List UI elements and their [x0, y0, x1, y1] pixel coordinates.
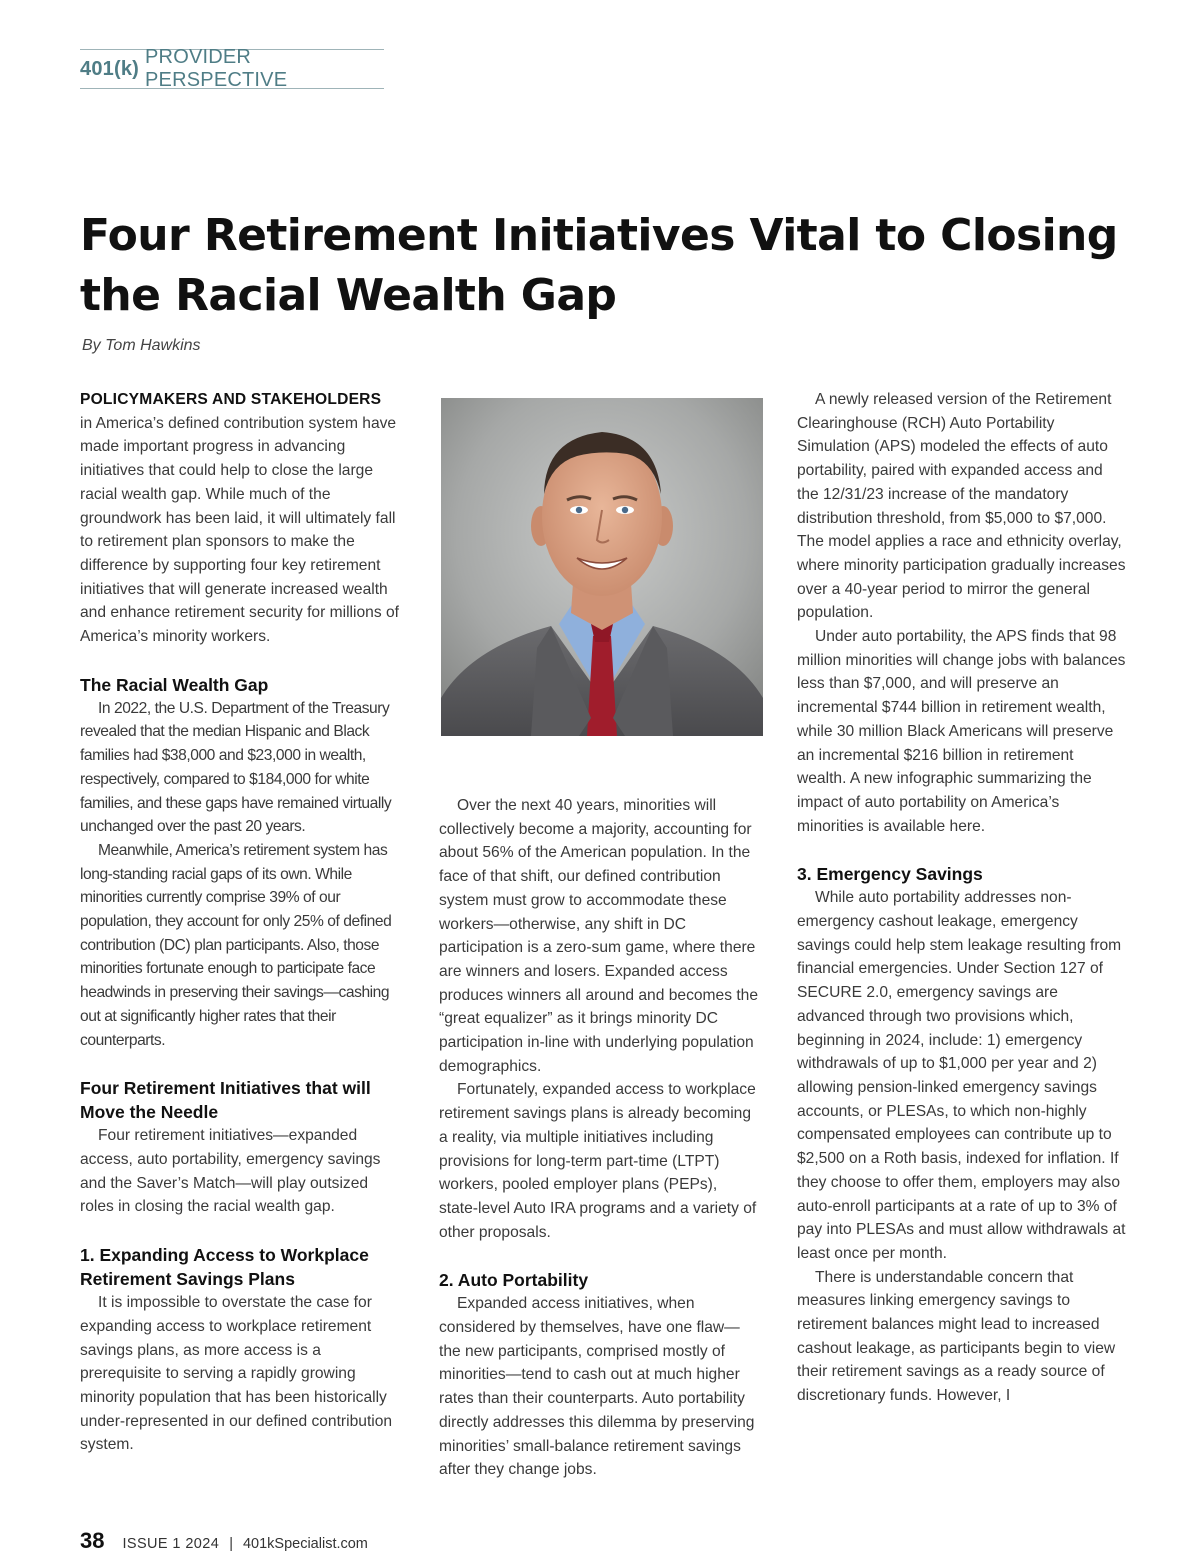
column-1	[80, 388, 402, 1457]
website-link[interactable]: 401kSpecialist.com	[242, 1536, 368, 1552]
paragraph: Under auto portability, the APS finds that 98 million minorities will change jobs with balances less than $7,000, and will preserve an incremental $744 billion in retirement wealth, while 30 million Black Americans will preserve an incremental $216 billion in retirement wealth. A new infographic summarizing the impact of auto portability on America’s minorities is available here.	[797, 628, 1126, 835]
paragraph: A newly released version of the Retirement Clearinghouse (RCH) Auto Portability Simulation (APS) modeled the effects of auto portability, paired with expanded access and the 12/31/23 increase of the mandatory distribution threshold, from $5,000 to $7,000. The model applies a race and ethnicity overlay, where minority participation gradually increases over a 40-year period to mirror the general population.	[797, 391, 1126, 622]
column-3	[797, 388, 1127, 1408]
paragraph: In 2022, the U.S. Department of the Treasury revealed that the median Hispanic and Black families had $38,000 and $23,000 in wealth, respectively, compared to $184,000 for white families, and these gaps have remained virtually unchanged over the past 20 years.	[80, 699, 392, 836]
page-number: 38	[80, 1528, 105, 1553]
paragraph: Over the next 40 years, minorities will collectively become a majority, accounting for about 56% of the American population. In the face of that shift, our defined contribution system must grow to accommodate these workers—otherwise, any shift in DC participation is a zero-sum game, where there are winners and losers. Expanded access produces winners all around and becomes the “great equalizer” as it brings minority DC participation in-line with underlying population demographics.	[439, 797, 759, 1075]
section-label-bold: 401(k)	[80, 57, 140, 80]
paragraph: Four retirement initiatives—expanded access, auto portability, emergency savings and the Saver’s Match—will play outsized roles in closing the racial wealth gap.	[80, 1127, 381, 1216]
footer-separator: |	[229, 1536, 233, 1552]
intro-paragraph	[80, 388, 402, 649]
paragraph: Meanwhile, America’s retirement system has long-standing racial gaps of its own. While minorities currently comprise 39% of our population, they account for only 25% of defined contribution (DC) plan participants. Also, those minorities fortunate enough to participate face headwinds in preserving their savings—cashing out at significantly higher rates that their counterparts.	[80, 841, 392, 1049]
article-title: Four Retirement Initiatives Vital to Closing the Racial Wealth Gap	[80, 210, 1118, 321]
paragraph: There is understandable concern that measures linking emergency savings to retirement balances might lead to increased cashout leakage, as participants begin to view their retirement savings as a ready source of discretionary funds. However, I	[797, 1268, 1116, 1405]
section-label: PROVIDER PERSPECTIVE	[145, 46, 288, 91]
heading-four-initiatives: Four Retirement Initiatives that will Move the Needle	[80, 1078, 371, 1123]
heading-emergency-savings: 3. Emergency Savings	[797, 864, 983, 885]
author-photo	[441, 398, 763, 736]
column-2	[439, 794, 759, 1482]
section-header	[80, 46, 384, 91]
page-footer	[80, 1528, 368, 1554]
heading-auto-portability: 2. Auto Portability	[439, 1270, 589, 1291]
heading-expanding-access: 1. Expanding Access to Workplace Retirement Savings Plans	[80, 1245, 369, 1290]
paragraph: It is impossible to overstate the case for expanding access to workplace retirement savings plans, as more access is a prerequisite to serving a rapidly growing minority population that has been historically under-represented in our defined contribution system.	[80, 1294, 393, 1454]
issue-label: ISSUE 1 2024	[122, 1536, 220, 1552]
byline: By Tom Hawkins	[82, 337, 201, 354]
paragraph: Expanded access initiatives, when considered by themselves, have one flaw—the new participants, comprised mostly of minorities—tend to cash out at much higher rates than their counterparts. Auto portability directly addresses this dilemma by preserving minorities’ small-balance retirement savings after they change jobs.	[439, 1295, 755, 1479]
intro-text: in America’s defined contribution system have made important progress in advancing initiatives that could help to close the large racial wealth gap. While much of the groundwork has been laid, it will ultimately fall to retirement plan sponsors to make the difference by supporting four key retirement initiatives that will generate increased wealth and enhance retirement security for millions of America’s minority workers.	[80, 414, 399, 646]
lead-in: POLICYMAKERS AND STAKEHOLDERS	[80, 391, 382, 408]
paragraph: Fortunately, expanded access to workplace retirement savings plans is already becoming a reality, via multiple initiatives including provisions for long-term part-time (LTPT) workers, pooled employer plans (PEPs), state-level Auto IRA programs and a variety of other proposals.	[439, 1081, 757, 1241]
author-portrait-illustration	[441, 398, 763, 736]
paragraph: While auto portability addresses non-emergency cashout leakage, emergency savings could help stem leakage resulting from financial emergencies. Under Section 127 of SECURE 2.0, emergency savings are advanced through two provisions which, beginning in 2024, include: 1) emergency withdrawals of up to $1,000 per year and 2) allowing pension-linked emergency savings accounts, or PLESAs, to which non-highly compensated employees can contribute up to $2,500 on a Roth basis, indexed for inflation. If they choose to offer them, employers may also auto-enroll participants at a rate of up to 3% of pay into PLESAs and must allow withdrawals at least once per month.	[797, 889, 1126, 1262]
heading-racial-wealth-gap: The Racial Wealth Gap	[80, 674, 269, 695]
